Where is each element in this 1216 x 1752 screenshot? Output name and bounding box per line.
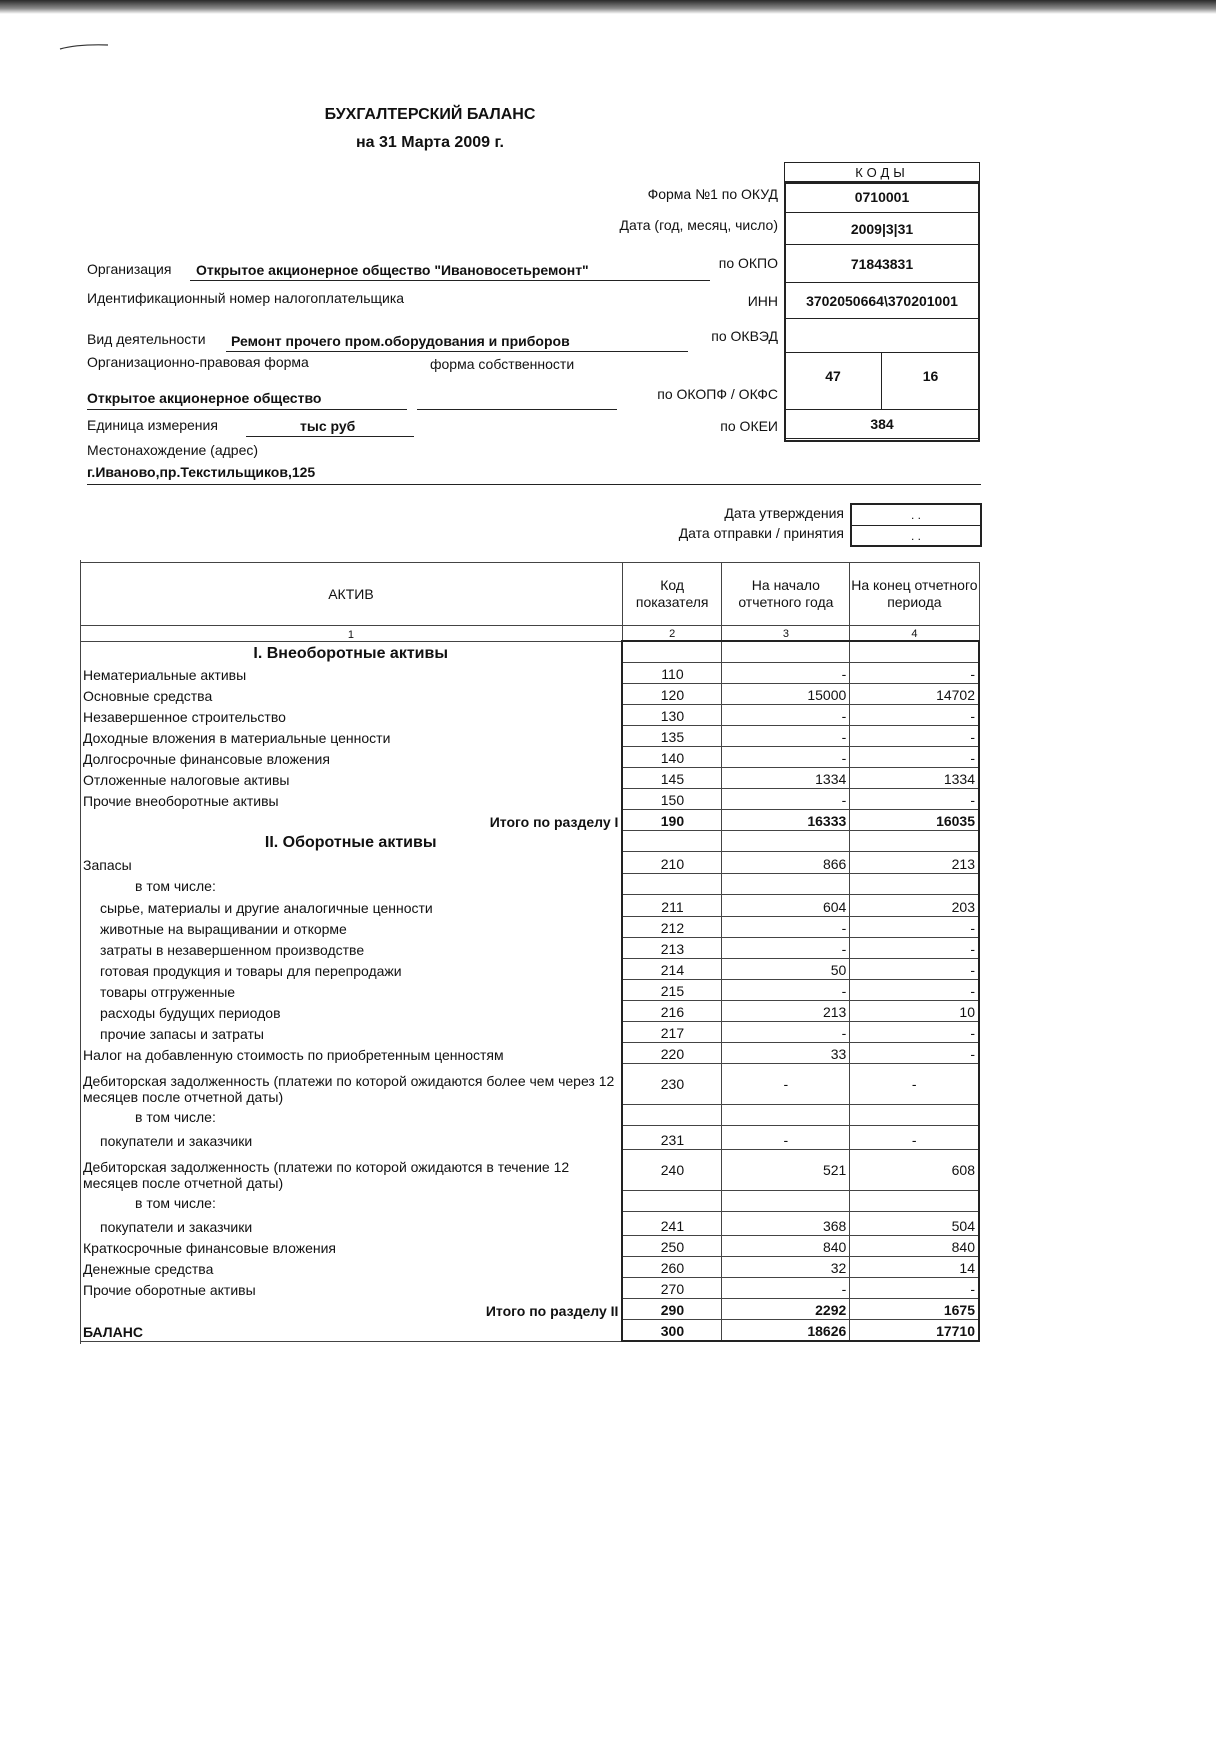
col-number-3: 3 (722, 626, 850, 642)
row-code: 140 (622, 747, 722, 768)
balance-end: 17710 (850, 1320, 979, 1342)
col-number-1: 1 (80, 626, 622, 642)
row-start: 866 (722, 852, 850, 874)
row-code: 241 (622, 1212, 722, 1236)
row-label: в том числе: (135, 1108, 216, 1125)
address-value: г.Иваново,пр.Текстильщиков,125 (87, 464, 316, 480)
table-row (80, 1064, 979, 1105)
row-end: 504 (850, 1212, 979, 1236)
row-end: - (850, 917, 979, 938)
row-label: прочие запасы и затраты (100, 1025, 264, 1042)
table-row (80, 959, 979, 980)
unit-label: Единица измерения (87, 417, 218, 433)
approval-label: Дата утверждения (724, 505, 844, 521)
row-label: Дебиторская задолженность (платежи по которой ожидаются более чем через 12 месяцев после отчетной даты) (83, 1072, 615, 1105)
row-end: - (850, 705, 979, 726)
sending-value: . . (910, 529, 921, 543)
row-start: 33 (722, 1043, 850, 1064)
row-start: 368 (722, 1212, 850, 1236)
okopf-value: 47 (785, 353, 882, 409)
row-start: 840 (722, 1236, 850, 1257)
activity-value: Ремонт прочего пром.оборудования и приборов (231, 333, 570, 349)
header-asset: АКТИВ (80, 563, 622, 626)
row-end: - (850, 980, 979, 1001)
header-start: На начало отчетного года (722, 563, 850, 626)
row-label: товары отгруженные (100, 983, 236, 1000)
total-start: 16333 (722, 810, 850, 831)
scan-top-edge (0, 0, 1216, 14)
row-start: - (722, 726, 850, 747)
table-row (80, 768, 979, 789)
row-end: 608 (850, 1150, 979, 1191)
row-start: 15000 (722, 684, 850, 705)
okfs-value: 16 (922, 368, 939, 384)
row-start: - (722, 1126, 850, 1150)
row-label: Прочие оборотные активы (83, 1281, 256, 1298)
row-code: 212 (622, 917, 722, 938)
okpo-value: 71843831 (785, 245, 980, 283)
total-label: Итого по разделу I (489, 813, 619, 830)
inn-value: 3702050664\370201001 (785, 283, 980, 319)
okved-label: по ОКВЭД (711, 328, 778, 344)
org-underline (190, 280, 710, 281)
table-row (80, 1191, 979, 1212)
row-start: - (722, 1022, 850, 1043)
row-start: - (722, 1064, 850, 1105)
table-row (80, 938, 979, 959)
row-end: 14 (850, 1257, 979, 1278)
row-label: Дебиторская задолженность (платежи по которой ожидаются в течение 12 месяцев после отчетной даты) (83, 1158, 570, 1191)
row-code: 135 (622, 726, 722, 747)
row-end: - (850, 747, 979, 768)
row-code: 220 (622, 1043, 722, 1064)
inn-label: Идентификационный номер налогоплательщика (87, 290, 405, 306)
address-label: Местонахождение (адрес) (87, 442, 259, 458)
row-code: 120 (622, 684, 722, 705)
pen-mark (58, 42, 110, 51)
row-label: расходы будущих периодов (100, 1004, 281, 1021)
row-end: - (850, 959, 979, 980)
table-row (80, 1236, 979, 1257)
date-label: Дата (год, месяц, число) (619, 217, 778, 233)
row-end: - (850, 1278, 979, 1299)
dates-box (850, 503, 982, 547)
row-end: - (850, 1022, 979, 1043)
table-row (80, 1278, 979, 1299)
table-row (80, 980, 979, 1001)
row-start: - (722, 980, 850, 1001)
row-code: 110 (622, 663, 722, 684)
row-label: животные на выращивании и откорме (100, 920, 347, 937)
row-code: 217 (622, 1022, 722, 1043)
row-end: - (850, 726, 979, 747)
row-start: - (722, 705, 850, 726)
row-start: 521 (722, 1150, 850, 1191)
table-row (80, 874, 979, 895)
row-end: - (850, 938, 979, 959)
section-row (80, 641, 979, 663)
row-end: 840 (850, 1236, 979, 1257)
codes-table (784, 162, 980, 439)
row-end: - (850, 1064, 979, 1105)
org-label: Организация (87, 261, 172, 277)
codes-heading: КОДЫ (785, 163, 980, 182)
legal-form-value: Открытое акционерное общество (87, 390, 322, 406)
row-end: 213 (850, 852, 979, 874)
table-row (80, 747, 979, 768)
document-subtitle: на 31 Марта 2009 г. (356, 134, 504, 151)
balance-label: БАЛАНС (80, 1320, 622, 1342)
table-row (80, 1150, 979, 1191)
balance-row (80, 1320, 979, 1342)
section-row (80, 831, 979, 852)
section-title: I. Внеоборотные активы (253, 644, 449, 662)
row-end: - (850, 1126, 979, 1150)
row-start: - (722, 1278, 850, 1299)
row-label: готовая продукция и товары для перепродажи (100, 962, 402, 979)
row-start: - (722, 917, 850, 938)
org-value: Открытое акционерное общество "Ивановосетьремонт" (196, 262, 589, 278)
total-row (80, 1299, 979, 1320)
table-row (80, 1212, 979, 1236)
legal-form-underline (87, 409, 407, 410)
address-underline (87, 484, 981, 485)
row-end: 14702 (850, 684, 979, 705)
ownership-label: форма собственности (430, 356, 575, 372)
activity-underline (226, 351, 688, 352)
okved-value (785, 319, 980, 353)
table-row (80, 1001, 979, 1022)
table-row (80, 917, 979, 938)
row-start: - (722, 663, 850, 684)
table-row (80, 789, 979, 810)
row-code: 215 (622, 980, 722, 1001)
total-code: 190 (622, 810, 722, 831)
table-row (80, 726, 979, 747)
row-end: 1334 (850, 768, 979, 789)
okud-label: Форма №1 по ОКУД (647, 186, 778, 202)
document-title: БУХГАЛТЕРСКИЙ БАЛАНС (324, 106, 536, 123)
okopf-label: по ОКОПФ / ОКФС (657, 386, 778, 402)
table-row (80, 684, 979, 705)
row-start: 32 (722, 1257, 850, 1278)
row-label: Доходные вложения в материальные ценности (83, 729, 391, 746)
row-label: в том числе: (135, 1194, 216, 1211)
row-label: затраты в незавершенном производстве (100, 941, 365, 958)
balance-code: 300 (622, 1320, 722, 1342)
okpo-label: по ОКПО (718, 255, 778, 271)
row-code: 130 (622, 705, 722, 726)
row-end: - (850, 663, 979, 684)
table-row (80, 852, 979, 874)
row-label: покупатели и заказчики (100, 1132, 253, 1149)
total-end: 16035 (850, 810, 979, 831)
row-code: 150 (622, 789, 722, 810)
row-start: 213 (722, 1001, 850, 1022)
balance-start: 18626 (722, 1320, 850, 1342)
date-value: 2009|3|31 (785, 213, 980, 245)
row-label: в том числе: (135, 877, 216, 894)
balance-table (80, 562, 980, 1342)
row-label: Отложенные налоговые активы (83, 771, 290, 788)
row-code: 240 (622, 1150, 722, 1191)
total-code: 290 (622, 1299, 722, 1320)
row-start: - (722, 938, 850, 959)
row-label: Долгосрочные финансовые вложения (83, 750, 330, 767)
row-label: Денежные средства (83, 1260, 214, 1277)
total-label: Итого по разделу II (485, 1302, 619, 1319)
col-number-2: 2 (622, 626, 722, 642)
row-start: 1334 (722, 768, 850, 789)
row-label: Нематериальные активы (83, 666, 247, 683)
inn-code-label: ИНН (747, 293, 778, 309)
okei-label: по ОКЕИ (720, 418, 778, 434)
okud-value: 0710001 (785, 182, 980, 213)
row-end: - (850, 789, 979, 810)
total-row (80, 810, 979, 831)
table-row (80, 1043, 979, 1064)
legal-form-label: Организационно-правовая форма (87, 354, 309, 370)
row-code: 145 (622, 768, 722, 789)
table-row (80, 663, 979, 684)
header-end: На конец отчетного периода (850, 563, 979, 626)
row-code: 211 (622, 895, 722, 917)
col-number-4: 4 (850, 626, 979, 642)
approval-value: . . (852, 505, 980, 526)
row-end: 10 (850, 1001, 979, 1022)
row-code: 231 (622, 1126, 722, 1150)
row-label: покупатели и заказчики (100, 1218, 253, 1235)
row-code: 214 (622, 959, 722, 980)
table-row (80, 1105, 979, 1126)
row-code: 210 (622, 852, 722, 874)
row-label: Краткосрочные финансовые вложения (83, 1239, 336, 1256)
row-start: - (722, 789, 850, 810)
row-label: Запасы (83, 856, 132, 873)
row-start: - (722, 747, 850, 768)
row-label: Прочие внеоборотные активы (83, 792, 279, 809)
unit-value: тыс руб (300, 418, 356, 434)
row-label: Незавершенное строительство (83, 708, 286, 725)
row-label: Основные средства (83, 687, 213, 704)
table-row (80, 1257, 979, 1278)
row-code: 270 (622, 1278, 722, 1299)
row-start: 604 (722, 895, 850, 917)
table-row (80, 895, 979, 917)
table-row (80, 705, 979, 726)
row-end: 203 (850, 895, 979, 917)
row-end: - (850, 1043, 979, 1064)
total-start: 2292 (722, 1299, 850, 1320)
row-code: 250 (622, 1236, 722, 1257)
row-code: 213 (622, 938, 722, 959)
row-label: сырье, материалы и другие аналогичные ценности (100, 899, 433, 916)
total-end: 1675 (850, 1299, 979, 1320)
ownership-underline (417, 409, 617, 410)
row-code: 216 (622, 1001, 722, 1022)
section-title: II. Оборотные активы (264, 833, 437, 851)
unit-underline (246, 436, 414, 437)
activity-label: Вид деятельности (87, 331, 206, 347)
table-row (80, 1022, 979, 1043)
row-code: 230 (622, 1064, 722, 1105)
row-code: 260 (622, 1257, 722, 1278)
sending-label: Дата отправки / принятия (678, 525, 844, 541)
row-start: 50 (722, 959, 850, 980)
header-code: Код показателя (622, 563, 722, 626)
table-row (80, 1126, 979, 1150)
okei-value: 384 (785, 410, 980, 439)
row-label: Налог на добавленную стоимость по приобретенным ценностям (83, 1046, 504, 1063)
